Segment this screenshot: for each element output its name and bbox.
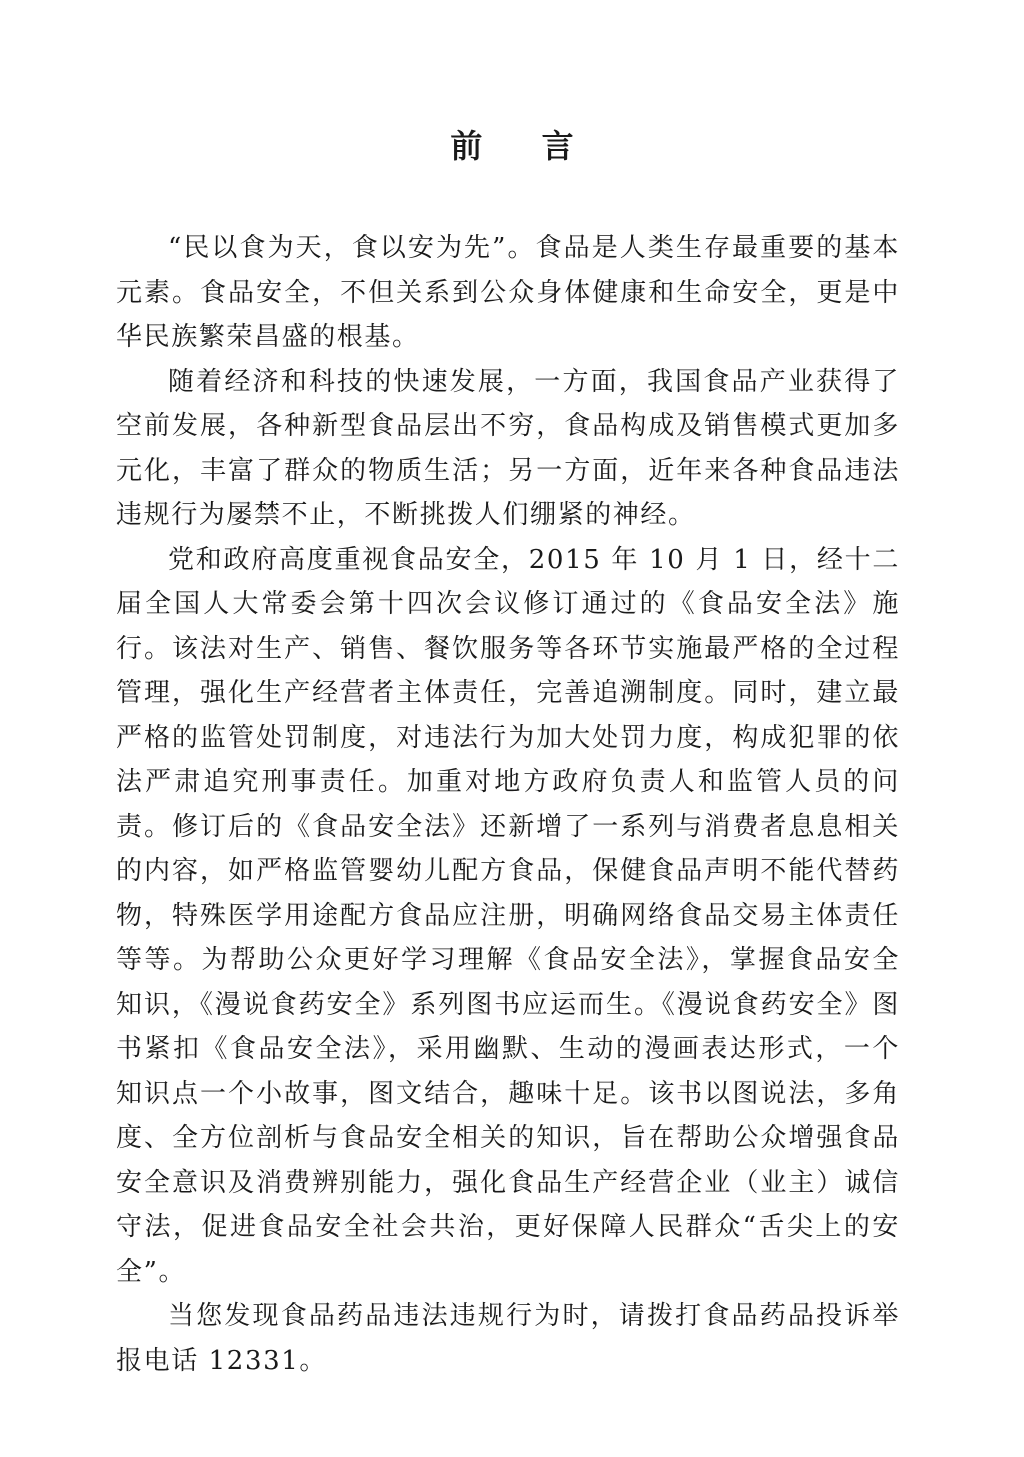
paragraph-intro: “民以食为天，食以安为先”。食品是人类生存最重要的基本元素。食品安全，不但关系到公众身体健康和生命安全，更是中华民族繁荣昌盛的根基。 — [116, 233, 900, 352]
paragraph-development: 随着经济和科技的快速发展，一方面，我国食品产业获得了空前发展，各种新型食品层出不穷，食品构成及销售模式更加多元化，丰富了群众的物质生活；另一方面，近年来各种食品违法违规行为屡禁不止，不断挑拨人们绷紧的神经。 — [116, 366, 900, 530]
preface-body — [116, 226, 900, 1383]
page-title: 前 言 — [450, 127, 598, 165]
paragraph-food-safety-law: 党和政府高度重视食品安全，2015 年 10 月 1 日，经十二届全国人大常委会第十四次会议修订通过的《食品安全法》施行。该法对生产、销售、餐饮服务等各环节实施最严格的全过程管理，强化生产经营者主体责任，完善追溯制度。同时，建立最严格的监管处罚制度，对违法行为加大处罚力度，构成犯罪的依法严肃追究刑事责任。加重对地方政府负责人和监管人员的问责。修订后的《食品安全法》还新增了一系列与消费者息息相关的内容，如严格监管婴幼儿配方食品，保健食品声明不能代替药物，特殊医学用途配方食品应注册，明确网络食品交易主体责任等等。为帮助公众更好学习理解《食品安全法》，掌握食品安全知识，《漫说食药安全》系列图书应运而生。《漫说食药安全》图书紧扣《食品安全法》，采用幽默、生动的漫画表达形式，一个知识点一个小故事，图文结合，趣味十足。该书以图说法，多角度、全方位剖析与食品安全相关的知识，旨在帮助公众增强食品安全意识及消费辨别能力，强化食品生产经营企业（业主）诚信守法，促进食品安全社会共治，更好保障人民群众“舌尖上的安全”。 — [116, 544, 900, 1287]
paragraph-hotline: 当您发现食品药品违法违规行为时，请拨打食品药品投诉举报电话 12331。 — [116, 1301, 900, 1376]
